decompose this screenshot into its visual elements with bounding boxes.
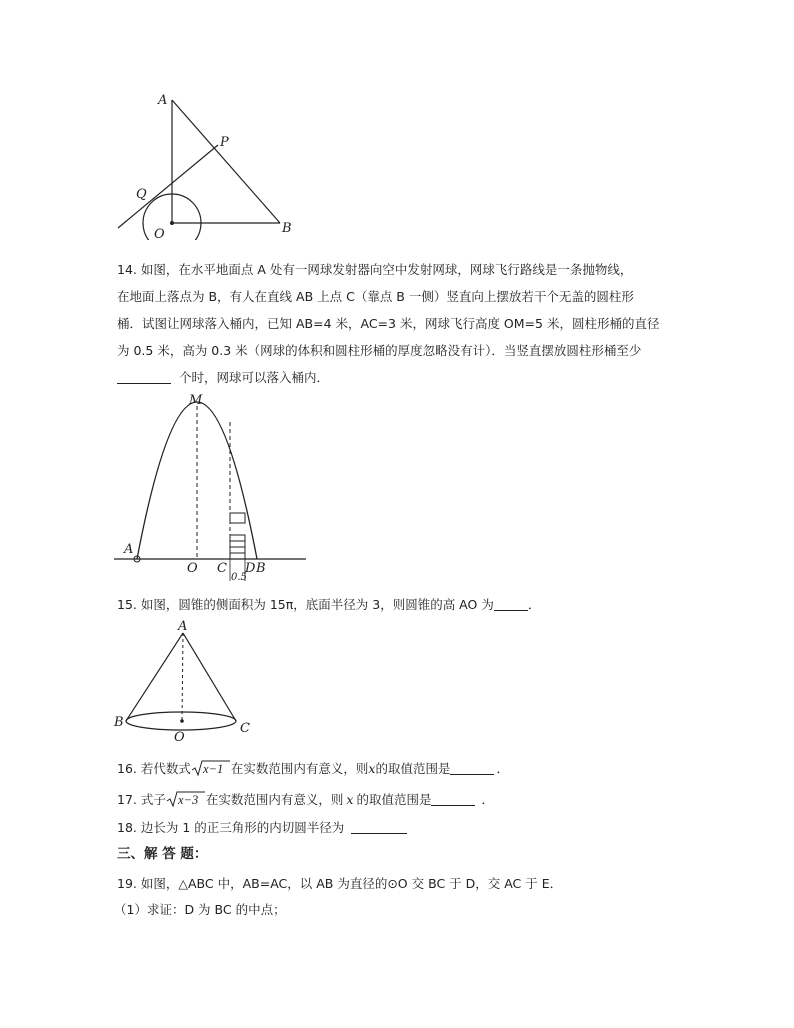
label-a2: A — [124, 542, 134, 557]
q15-text: 如图，圆锥的侧面积为 15π，底面半径为 3，则圆锥的高 AO 为 — [140, 597, 494, 612]
section-heading: 三、解 答 题： — [117, 846, 208, 862]
q19-line — [117, 876, 562, 892]
q17-prefix: 式子 — [140, 792, 166, 807]
label-b3: B — [114, 715, 124, 730]
q14-line1 — [117, 262, 632, 278]
q19-sub1: （1）求证：D 为 BC 的中点； — [114, 902, 286, 917]
q16-var: x — [368, 761, 376, 776]
label-o3: O — [174, 730, 185, 743]
q16-suffix: 的取值范围是 — [375, 761, 451, 776]
label-b2: B — [256, 561, 266, 576]
label-a3: A — [178, 619, 188, 634]
cone-height-ao — [182, 633, 183, 721]
tangent-line — [118, 145, 218, 228]
label-p: P — [220, 135, 229, 150]
q14-number: 14. — [117, 262, 137, 277]
label-c3: C — [240, 721, 250, 736]
label-o2: O — [187, 561, 198, 576]
q17-line — [117, 790, 494, 808]
q14-text-5: 个时，网球可以落入桶内． — [178, 370, 329, 385]
label-o: O — [154, 227, 165, 240]
q17-var: x — [346, 792, 354, 807]
cone-right-edge — [183, 633, 236, 721]
q15-end: ． — [527, 597, 541, 612]
q16-prefix: 若代数式 — [140, 761, 191, 776]
label-d2: D — [245, 561, 256, 576]
q19-text: 如图，△ABC 中，AB=AC，以 AB 为直径的⊙O 交 BC 于 D，交 AC 于 E． — [140, 876, 563, 891]
label-width: 0.5 — [231, 572, 247, 583]
bucket-top — [230, 513, 245, 523]
figure-parabola — [110, 392, 320, 587]
q17-middle: 在实数范围内有意义，则 — [205, 792, 344, 807]
segment-ab — [172, 100, 280, 223]
q17-answer-blank[interactable] — [431, 793, 475, 806]
q14-line2: 在地面上落点为 B，有人在直线 AB 上点 C（靠点 B 一侧）竖直向上摆放若干个无盖的圆柱形 — [117, 289, 634, 304]
label-q: Q — [136, 187, 147, 202]
cone-center-o — [180, 719, 184, 723]
point-o — [170, 221, 174, 225]
q17-end: ． — [481, 792, 494, 807]
q18-number: 18. — [117, 820, 137, 835]
q16-number: 16. — [117, 761, 137, 776]
label-b: B — [282, 221, 292, 236]
q17-number: 17. — [117, 792, 137, 807]
q15-answer-blank[interactable] — [494, 598, 528, 611]
label-c2: C — [217, 561, 227, 576]
q16-answer-blank[interactable] — [450, 762, 494, 775]
q16-radicand: x−1 — [202, 762, 224, 776]
q16-end: ． — [496, 761, 509, 776]
q15-number: 15. — [117, 597, 137, 612]
q14-line5 — [117, 370, 329, 386]
q19-number: 19. — [117, 876, 137, 891]
q14-line3: 桶．试图让网球落入桶内，已知 AB=4 米，AC=3 米，网球飞行高度 OM=5 米，圆柱形桶的直径 — [117, 316, 660, 331]
q18-line — [117, 820, 407, 836]
q17-radicand: x−3 — [177, 793, 199, 807]
q17-suffix: 的取值范围是 — [356, 792, 432, 807]
q18-answer-blank[interactable] — [351, 821, 407, 834]
q16-line — [117, 759, 509, 777]
q14-line4: 为 0.5 米，高为 0.3 米（网球的体积和圆柱形桶的厚度忽略没有计）．当竖直摆放圆柱形桶至少 — [117, 343, 642, 358]
label-a: A — [158, 93, 168, 108]
q14-answer-blank[interactable] — [117, 371, 171, 384]
sqrt-icon — [166, 790, 206, 808]
cone-left-edge — [126, 633, 183, 721]
q15-line — [117, 597, 540, 613]
q18-text: 边长为 1 的正三角形的内切圆半径为 — [140, 820, 345, 835]
q14-text-1: 如图，在水平地面点 A 处有一网球发射器向空中发射网球，网球飞行路线是一条抛物线， — [140, 262, 633, 277]
label-m: M — [189, 393, 203, 408]
figure-tangent — [110, 90, 310, 240]
sqrt-icon — [191, 759, 231, 777]
q16-middle: 在实数范围内有意义，则 — [230, 761, 369, 776]
figure-cone — [110, 618, 260, 743]
